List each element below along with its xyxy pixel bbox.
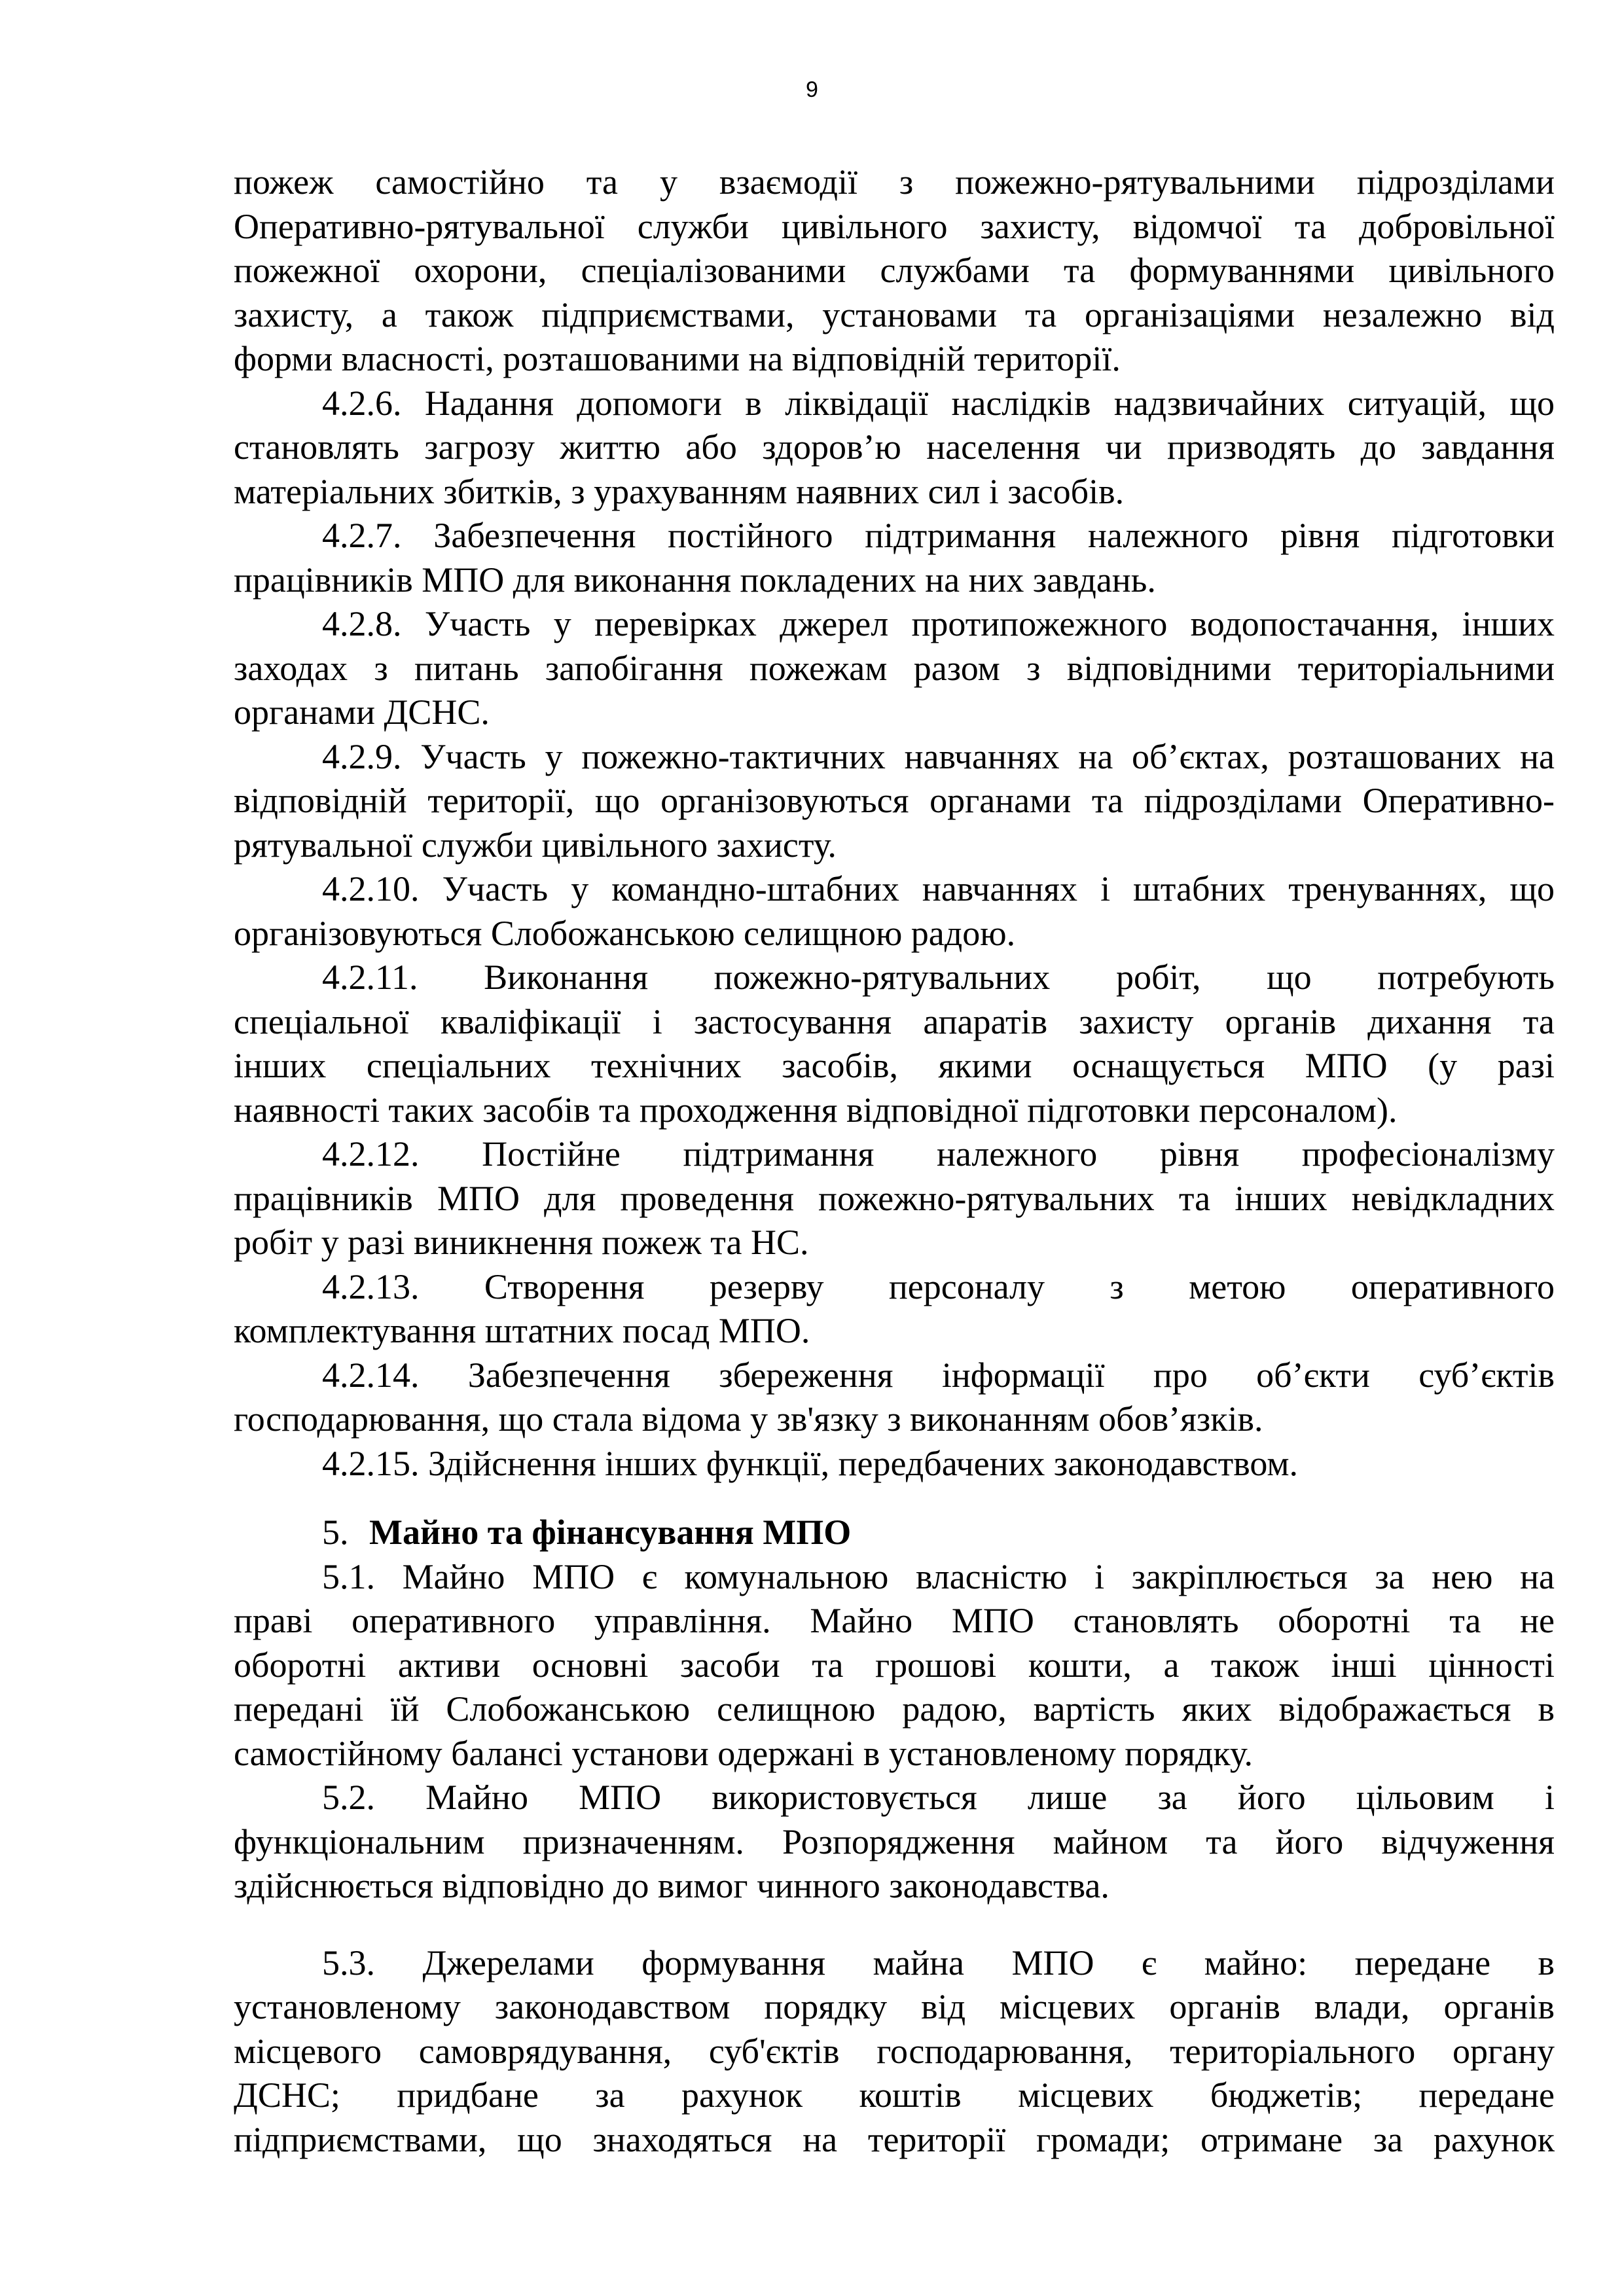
section-number: 5. bbox=[322, 1513, 349, 1552]
text-line: заходах з питань запобігання пожежам разом з відповідними територіальними bbox=[234, 648, 1555, 688]
paragraph-4-2-6 bbox=[234, 382, 1555, 514]
text-line: 4.2.15. Здійснення інших функції, передбачених законодавством. bbox=[322, 1443, 1299, 1483]
text-line: 4.2.11. Виконання пожежно-рятувальних робіт, що потребують bbox=[322, 958, 1555, 997]
text-line: наявності таких засобів та проходження відповідної підготовки персоналом). bbox=[234, 1090, 1398, 1130]
text-line: установленому законодавством порядку від місцевих органів влади, органів bbox=[234, 1987, 1555, 2026]
text-line: самостійному балансі установи одержані в установленому порядку. bbox=[234, 1733, 1253, 1773]
text-line: робіт у разі виникнення пожеж та НС. bbox=[234, 1223, 809, 1262]
text-line: 4.2.14. Забезпечення збереження інформації про об’єкти суб’єктів bbox=[322, 1355, 1555, 1395]
text-line: 5.2. Майно МПО використовується лише за його цільовим і bbox=[322, 1778, 1555, 1817]
paragraph-4-2-12 bbox=[234, 1132, 1555, 1265]
text-line: матеріальних збитків, з урахуванням наявних сил і засобів. bbox=[234, 471, 1125, 511]
text-line: 4.2.12. Постійне підтримання належного рівня професіоналізму bbox=[322, 1134, 1555, 1174]
text-line: оборотні активи основні засоби та грошові кошти, а також інші цінності bbox=[234, 1645, 1555, 1685]
text-line: передані їй Слобожанською селищною радою, вартість яких відображається в bbox=[234, 1689, 1555, 1729]
text-line: 4.2.7. Забезпечення постійного підтримання належного рівня підготовки bbox=[322, 516, 1555, 555]
text-line: здійснюється відповідно до вимог чинного законодавства. bbox=[234, 1866, 1110, 1905]
text-line: 4.2.8. Участь у перевірках джерел протипожежного водопостачання, інших bbox=[322, 604, 1555, 643]
text-line: підприємствами, що знаходяться на території громади; отримане за рахунок bbox=[234, 2119, 1555, 2159]
text-line: 5.3. Джерелами формування майна МПО є майно: передане в bbox=[322, 1943, 1555, 1982]
text-line: інших спеціальних технічних засобів, якими оснащується МПО (у разі bbox=[234, 1046, 1555, 1085]
document-body bbox=[234, 160, 1555, 2162]
text-line: пожеж самостійно та у взаємодії з пожежно-рятувальними підрозділами bbox=[234, 162, 1555, 202]
paragraph-5-1 bbox=[234, 1555, 1555, 1776]
paragraph-4-2-11 bbox=[234, 956, 1555, 1132]
paragraph-4-2-15 bbox=[234, 1442, 1555, 1486]
text-line: захисту, а також підприємствами, установами та організаціями незалежно від bbox=[234, 295, 1555, 334]
text-line: комплектування штатних посад МПО. bbox=[234, 1311, 810, 1350]
text-line: 4.2.10. Участь у командно-штабних навчаннях і штабних тренуваннях, що bbox=[322, 869, 1555, 908]
text-line: становлять загрозу життю або здоров’ю населення чи призводять до завдання bbox=[234, 427, 1555, 467]
text-line: органами ДСНС. bbox=[234, 692, 490, 732]
paragraph-5-2 bbox=[234, 1776, 1555, 1909]
paragraph-4-2-7 bbox=[234, 514, 1555, 602]
paragraph-4-2-8 bbox=[234, 602, 1555, 735]
text-line: 4.2.9. Участь у пожежно-тактичних навчаннях на об’єктах, розташованих на bbox=[322, 736, 1555, 776]
section-heading-line bbox=[234, 1511, 1555, 1555]
text-line: відповідній території, що організовуються органами та підрозділами Оперативно- bbox=[234, 781, 1555, 820]
text-line: організовуються Слобожанською селищною радою. bbox=[234, 913, 1016, 953]
text-line: працівників МПО для проведення пожежно-рятувальних та інших невідкладних bbox=[234, 1178, 1555, 1218]
paragraph-5-3 bbox=[234, 1941, 1555, 2162]
paragraph-cont bbox=[234, 160, 1555, 382]
paragraph-4-2-9 bbox=[234, 735, 1555, 868]
text-line: Оперативно-рятувальної служби цивільного захисту, відомчої та добровільної bbox=[234, 206, 1555, 246]
text-line: форми власності, розташованими на відповідній території. bbox=[234, 339, 1121, 378]
text-line: місцевого самоврядування, суб'єктів господарювання, територіального органу bbox=[234, 2031, 1555, 2071]
section-heading bbox=[234, 1511, 1555, 1555]
section-title: Майно та фінансування МПО bbox=[369, 1513, 852, 1552]
text-line: 4.2.13. Створення резерву персоналу з метою оперативного bbox=[322, 1266, 1555, 1306]
paragraph-4-2-13 bbox=[234, 1265, 1555, 1354]
text-line: працівників МПО для виконання покладених на них завдань. bbox=[234, 560, 1156, 600]
page-number: 9 bbox=[806, 77, 818, 102]
text-line: пожежної охорони, спеціалізованими службами та формуваннями цивільного bbox=[234, 251, 1555, 290]
paragraph-4-2-10 bbox=[234, 867, 1555, 956]
text-line: спеціальної кваліфікації і застосування апаратів захисту органів дихання та bbox=[234, 1001, 1555, 1041]
text-line: 5.1. Майно МПО є комунальною власністю і закріплюється за нею на bbox=[322, 1556, 1555, 1596]
text-line: рятувальної служби цивільного захисту. bbox=[234, 825, 837, 865]
text-line: господарювання, що стала відома у зв'язку з виконанням обов’язків. bbox=[234, 1399, 1263, 1439]
text-line: 4.2.6. Надання допомоги в ліквідації наслідків надзвичайних ситуацій, що bbox=[322, 383, 1555, 423]
text-line: праві оперативного управління. Майно МПО становлять оборотні та не bbox=[234, 1601, 1555, 1640]
text-line: ДСНС; придбане за рахунок коштів місцевих бюджетів; передане bbox=[234, 2075, 1555, 2115]
text-line: функціональним призначенням. Розпорядження майном та його відчуження bbox=[234, 1821, 1555, 1861]
paragraph-4-2-14 bbox=[234, 1354, 1555, 1442]
